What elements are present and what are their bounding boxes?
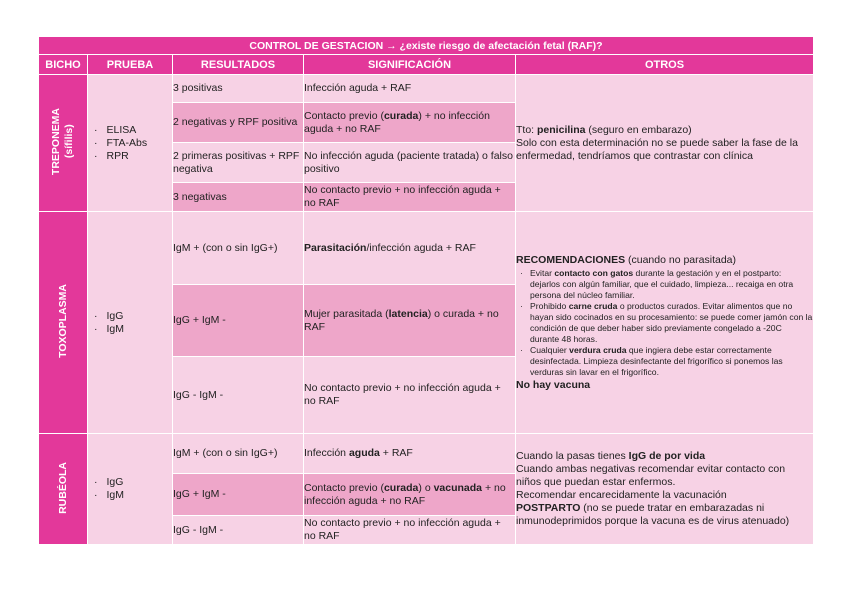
igg-por-vida: IgG de por vida [628, 450, 706, 462]
bicho-treponema [39, 75, 88, 212]
bicho-toxoplasma [39, 212, 88, 434]
significacion-cell: No contacto previo + no infección aguda + no RAF [304, 183, 516, 212]
treponema-note: Solo con esta determinación no se puede saber la fase de la enfermedad, tendríamos que contrastar con clínica [516, 136, 798, 162]
resultado-cell: IgM + (con o sin IgG+) [173, 434, 304, 474]
header-significacion: SIGNIFICACIÓN [304, 55, 516, 75]
rubeola-note-vacuna: Recomendar encarecidamente la vacunación [516, 489, 727, 501]
no-vacuna: No hay vacuna [516, 378, 591, 391]
prueba-toxoplasma [88, 212, 173, 434]
prueba-rubeola [88, 434, 173, 545]
prueba-item: · IgG [94, 476, 172, 489]
header-bicho: BICHO [39, 55, 88, 75]
resultado-cell: IgG - IgM - [173, 357, 304, 434]
toxoplasma-label: TOXOPLASMA [56, 284, 69, 358]
significacion-cell: Contacto previo (curada) + no infección aguda + no RAF [304, 103, 516, 143]
treponema-sub: (sífilis) [63, 124, 75, 159]
penicilina-bold: penicilina [537, 123, 586, 136]
recomendaciones-title: RECOMENDACIONES [516, 253, 626, 266]
significacion-cell: No contacto previo + no infección aguda + no RAF [304, 357, 516, 434]
significacion-cell: Infección aguda + RAF [304, 75, 516, 103]
recomendacion-item: · Cualquier verdura cruda que ingiera debe estar correctamente desinfectada. Limpieza desinfectante del frigorífico si ponemos las verduras sin lavar en el frigorífico. [520, 345, 813, 378]
resultado-cell: IgG + IgM - [173, 474, 304, 516]
significacion-cell: Mujer parasitada (latencia) o curada + no RAF [304, 285, 516, 357]
header-prueba: PRUEBA [88, 55, 173, 75]
header-resultados: RESULTADOS [173, 55, 304, 75]
rubeola-label: RUBÉOLA [56, 461, 69, 514]
significacion-cell: No infección aguda (paciente tratada) o falso positivo [304, 143, 516, 183]
recomendacion-item: · Prohibido carne cruda o productos curados. Evitar alimentos que no hayan sido cocinados en su procesamiento: se puede comer jamón con la condición de que deber haber sido previamente congelado a -20C durante 48 horas. [520, 301, 813, 345]
prueba-item: · RPR [94, 150, 172, 163]
prueba-item: · ELISA [94, 124, 172, 137]
gestation-table [38, 36, 814, 545]
significacion-cell: Parasitación/infección aguda + RAF [304, 212, 516, 285]
header-otros: OTROS [516, 55, 814, 75]
significacion-cell: No contacto previo + no infección aguda + no RAF [304, 516, 516, 545]
resultado-cell: 2 primeras positivas + RPF negativa [173, 143, 304, 183]
otros-treponema: Tto: penicilina (seguro en embarazo) Solo con esta determinación no se puede saber la fase de la enfermedad, tendríamos que contrastar con clínica [516, 75, 814, 212]
resultado-cell: 3 negativas [173, 183, 304, 212]
rubeola-note-contacto: Cuando ambas negativas recomendar evitar contacto con niños que puedan estar enfermos. [516, 463, 786, 488]
resultado-cell: IgG + IgM - [173, 285, 304, 357]
treponema-label: TREPONEMA [50, 107, 62, 176]
prueba-item: · IgG [94, 310, 172, 323]
resultado-cell: 2 negativas y RPF positiva [173, 103, 304, 143]
resultado-cell: IgG - IgM - [173, 516, 304, 545]
resultado-cell: IgM + (con o sin IgG+) [173, 212, 304, 285]
prueba-treponema [88, 75, 173, 212]
otros-rubeola: Cuando la pasas tienes IgG de por vida Cuando ambas negativas recomendar evitar contacto con niños que puedan estar enfermos. Recomendar encarecidamente la vacunación POSTPARTO (no se puede tratar en embarazadas ni inmunodeprimidos porque la vacuna es de virus atenuado) [516, 434, 814, 545]
significacion-cell: Infección aguda + RAF [304, 434, 516, 474]
resultado-cell: 3 positivas [173, 75, 304, 103]
prueba-item: · FTA-Abs [94, 137, 172, 150]
prueba-item: · IgM [94, 489, 172, 502]
bicho-rubeola [39, 434, 88, 545]
prueba-item: · IgM [94, 323, 172, 336]
postparto-bold: POSTPARTO [516, 502, 581, 514]
significacion-cell: Contacto previo (curada) o vacunada + no infección aguda + no RAF [304, 474, 516, 516]
table-title: CONTROL DE GESTACION → ¿existe riesgo de afectación fetal (RAF)? [39, 37, 814, 55]
recomendacion-item: · Evitar contacto con gatos durante la gestación y en el postparto: dejarlos con algún familiar, que el cuidado, limpieza... recaiga en otra persona del núcleo familiar. [520, 268, 813, 301]
otros-toxoplasma: RECOMENDACIONES (cuando no parasitada) · Evitar contacto con gatos durante la gestación y en el postparto: dejarlos con algún familiar, que el cuidado, limpieza... recaiga en otra persona del núcleo familiar. · Prohibido carne cruda o productos curados. Evitar alimentos que no hayan sido cocinados en su procesamiento: se puede comer jamón con la condición de que deber haber sido previamente congelado a -20C durante 48 horas. · Cualquier verdura cruda que ingiera debe estar correctamente desinfectada. Limpieza desinfectante del frigorífico si ponemos las verduras sin lavar en el frigorífico. No hay vacuna [516, 212, 814, 434]
